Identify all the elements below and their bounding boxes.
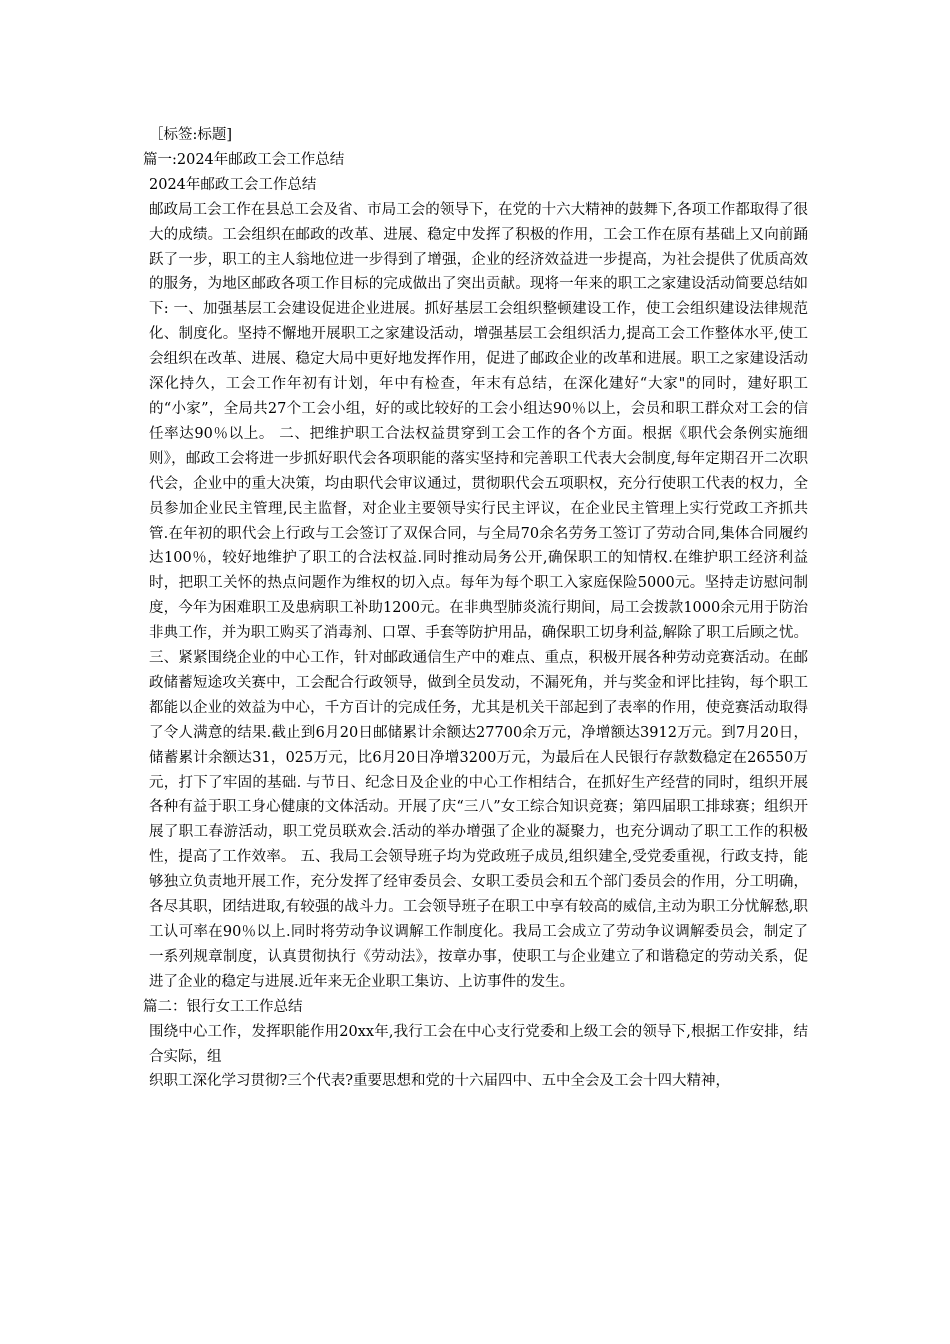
section2-title: 篇二：银行女工工作总结 bbox=[143, 998, 303, 1015]
section1-body: 邮政局工会工作在县总工会及省、市局工会的领导下，在党的十六大精神的鼓舞下,各项工作都取得了很大的成绩。工会组织在邮政的改革、进展、稳定中发挥了积极的作用，工会工作在原有基础上又向前踊跃了一步，职工的主人翁地位进一步得到了增强，企业的经济效益进一步提高，为社会提供了优质高效的服务，为地区邮政各项工作目标的完成做出了突出贡献。现将一年来的职工之家建设活动简要总结如下: 一、加强基层工会建设促进企业进展。抓好基层工会组织整顿建设工作，使工会组织建设法律规范化、制度化。坚持不懈地开展职工之家建设活动，增强基层工会组织活力,提高工会工作整体水平,使工会组织在改革、进展、稳定大局中更好地发挥作用，促进了邮政企业的改革和进展。职工之家建设活动深化持久，工会工作年初有计划，年中有检查，年末有总结，在深化建好“大家"的同时，建好职工的“小家”，全局共27个工会小组，好的或比较好的工会小组达90％以上，会员和职工群众对工会的信任率达90％以上。 二、把维护职工合法权益贯穿到工会工作的各个方面。根据《职代会条例实施细则》，邮政工会将进一步抓好职代会各项职能的落实坚持和完善职工代表大会制度,每年定期召开二次职代会，企业中的重大决策，均由职代会审议通过，贯彻职代会五项职权，充分行使职工代表的权力，全员参加企业民主管理,民主监督，对企业主要领导实行民主评议，在企业民主管理上实行党政工齐抓共管.在年初的职代会上行政与工会签订了双保合同，与全局70余名劳务工签订了劳动合同,集体合同履约达100％，较好地维护了职工的合法权益.同时推动局务公开,确保职工的知情权.在维护职工经济利益时，把职工关怀的热点问题作为维权的切入点。每年为每个职工入家庭保险5000元。坚持走访慰问制度，今年为困难职工及患病职工补助1200元。在非典型肺炎流行期间，局工会拨款1000余元用于防治非典工作，并为职工购买了消毒剂、口罩、手套等防护用品，确保职工切身利益,解除了职工后顾之忧。 三、紧紧围绕企业的中心工作，针对邮政通信生产中的难点、重点，积极开展各种劳动竞赛活动。在邮政储蓄短途攻关赛中，工会配合行政领导，做到全员发动，不漏死角，并与奖金和评比挂钩，每个职工都能以企业的效益为中心，千方百计的完成任务，尤其是机关干部起到了表率的作用，使竞赛活动取得了令人满意的结果.截止到6月20日邮储累计余额达27700余万元，净增额达3912万元。到7月20日，储蓄累计余额达31，025万元，比6月20日净增3200万元，为最后在人民银行存款数稳定在26550万元，打下了牢固的基础. 与节日、纪念日及企业的中心工作相结合，在抓好生产经营的同时，组织开展各种有益于职工身心健康的文体活动。开展了庆“三八”女工综合知识竞赛；第四届职工排球赛；组织开展了职工春游活动，职工党员联欢会.活动的举办增强了企业的凝聚力，也充分调动了职工工作的积极性，提高了工作效率。 五、我局工会领导班子均为党政班子成员,组织建全,受党委重视，行政支持，能够独立负责地开展工作，充分发挥了经审委员会、女职工委员会和五个部门委员会的作用，分工明确，各尽其职，团结进取,有较强的战斗力。工会领导班子在职工中享有较高的威信,主动为职工分忧解愁,职工认可率在90％以上.同时将劳动争议调解工作制度化。我局工会成立了劳动争议调解委员会，制定了一系列规章制度，认真贯彻执行《劳动法》，按章办事，使职工与企业建立了和谐稳定的劳动关系，促进了企业的稳定与进展.近年来无企业职工集访、上访事件的发生。 bbox=[149, 201, 808, 990]
document-page bbox=[143, 123, 808, 1094]
tag-line: ［标签:标题] bbox=[149, 127, 233, 143]
section2-paragraph-2: 织职工深化学习贯彻?三个代表?重要思想和党的十六届四中、五中全会及工会十四大精神， bbox=[149, 1073, 731, 1090]
section2-paragraph-1: 围绕中心工作，发挥职能作用20xx年,我行工会在中心支行党委和上级工会的领导下,根据工作安排，结合实际，组 bbox=[149, 1023, 808, 1065]
section1-subtitle: 2024年邮政工会工作总结 bbox=[149, 176, 317, 193]
section1-title: 篇一:2024年邮政工会工作总结 bbox=[143, 151, 345, 168]
